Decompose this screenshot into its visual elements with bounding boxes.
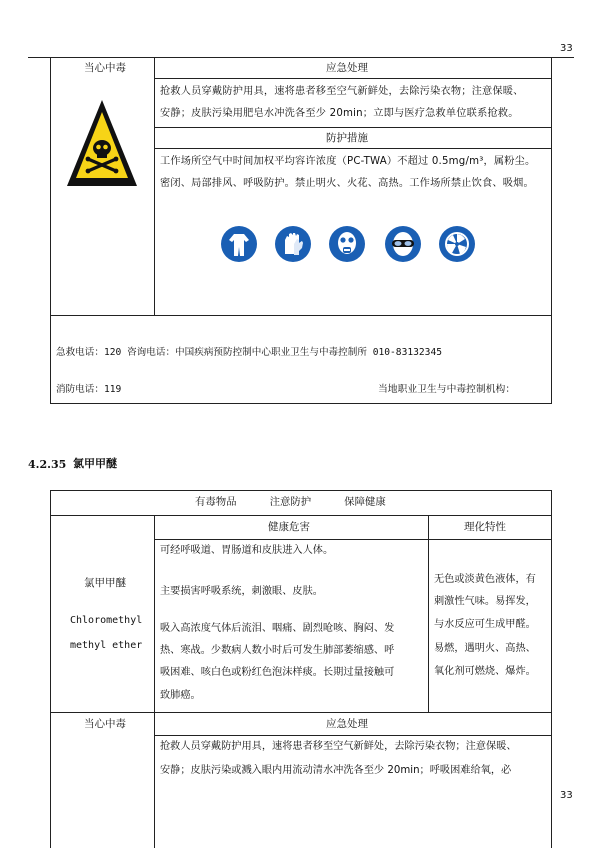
protection-text (160, 151, 535, 195)
emergency2-line-2: 安静；皮肤污染或溅入眼内用流动清水冲洗各至少 20min；呼吸困难给氧，必 (160, 765, 512, 776)
emergency-header: 应急处理 (326, 62, 368, 74)
emergency2-line-1: 抢救人员穿戴防护用具，速将患者移至空气新鲜处，去除污染衣物；注意保暖、 (160, 741, 517, 752)
health-line-6: 致肺癌。 (160, 690, 201, 701)
header-rule (28, 57, 574, 58)
protective-gloves-icon (275, 226, 311, 262)
caution-label-2: 当心中毒 (84, 718, 126, 730)
physchem-line-3: 与水反应可生成甲醛。 (434, 619, 536, 630)
protection-header: 防护措施 (326, 132, 368, 144)
physchem-line-4: 易燃，遇明火、高热、 (434, 643, 536, 654)
health-line-4: 热、寒战。少数病人数小时后可发生肺部萎缩感、呼 (160, 645, 395, 656)
fire-phone: 消防电话：119 (56, 384, 122, 395)
local-org-label: 当地职业卫生与中毒控制机构： (378, 384, 516, 395)
protective-suit-icon (221, 226, 257, 262)
page-number-bottom: 33 (560, 790, 573, 801)
ventilation-fan-icon (439, 226, 475, 262)
health-line-1: 可经呼吸道、胃肠道和皮肤进入人体。 (160, 545, 334, 556)
safety-goggles-icon (385, 226, 421, 262)
emergency-line-2: 安静；皮肤污染用肥皂水冲洗各至少 20min；立即与医疗急救单位联系抢救。 (160, 108, 519, 119)
top-banner: 有毒物品 注意防护 保障健康 (195, 496, 386, 508)
emergency-text (160, 81, 524, 125)
caution-label: 当心中毒 (84, 62, 126, 74)
gas-mask-icon (329, 226, 365, 262)
page-number-top: 33 (560, 43, 573, 54)
health-line-2: 主要损害呼吸系统，刺激眼、皮肤。 (160, 586, 323, 597)
section-title: 氯甲甲醚 (73, 457, 117, 470)
physchem-line-1: 无色或淡黄色液体，有 (434, 574, 536, 585)
section-number: 4.2.35 (28, 458, 67, 471)
physchem-header: 理化特性 (464, 521, 506, 533)
health-line-3: 吸入高浓度气体后流泪、咽痛、剧烈呛咳、胸闷、发 (160, 623, 395, 634)
substance-name-cn: 氯甲甲醚 (84, 577, 126, 589)
toxic-warning-icon (64, 96, 140, 192)
emergency-line-1: 抢救人员穿戴防护用具，速将患者移至空气新鲜处，去除污染衣物；注意保暖、 (160, 86, 524, 97)
emergency-header-2: 应急处理 (326, 718, 368, 730)
health-hazard-header: 健康危害 (268, 521, 310, 533)
protection-line-1: 工作场所空气中时间加权平均容许浓度（PC-TWA）不超过 0.5mg/m³，属粉尘。 (160, 156, 536, 167)
physchem-line-2: 刺激性气味。易挥发， (434, 596, 536, 607)
substance-name-en-1: Chloromethyl (70, 615, 143, 626)
protection-line-2: 密闭、局部排风、呼吸防护。禁止明火、火花、高热。工作场所禁止饮食、吸烟。 (160, 178, 534, 189)
physchem-line-5: 氧化剂可燃烧、爆炸。 (434, 666, 536, 677)
emergency-phone-line: 急救电话：120 咨询电话：中国疾病预防控制中心职业卫生与中毒控制所 010-83132345 (56, 347, 443, 358)
health-line-5: 吸困难、咳白色或粉红色泡沫样痰。长期过量接触可 (160, 667, 395, 678)
substance-name-en-2: methyl ether (70, 640, 143, 651)
